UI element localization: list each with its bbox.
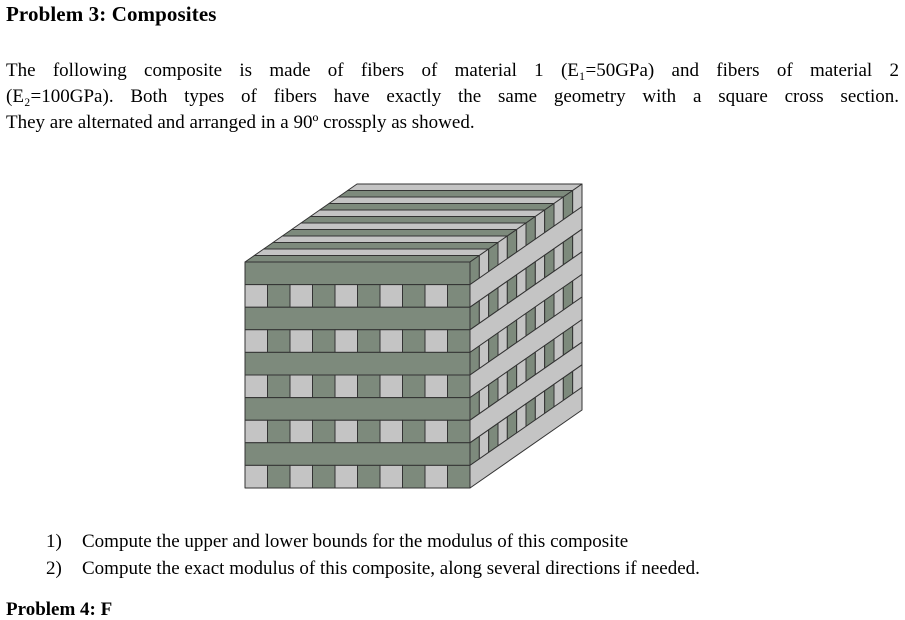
question-text: Compute the exact modulus of this composite, along several directions if needed. <box>82 558 700 579</box>
front-fiber-layer <box>245 262 470 285</box>
front-fiber-end <box>290 420 313 443</box>
front-fiber-end <box>448 465 471 488</box>
question-number: 1) <box>46 531 62 552</box>
front-fiber-end <box>268 285 291 308</box>
front-fiber-end <box>245 420 268 443</box>
next-problem-heading-text: Problem 4: F <box>6 599 113 620</box>
crossply-composite-figure <box>240 180 585 492</box>
front-fiber-end <box>403 375 426 398</box>
front-fiber-end <box>448 420 471 443</box>
front-fiber-end <box>358 465 381 488</box>
front-fiber-layer <box>245 398 470 421</box>
front-fiber-end <box>448 330 471 353</box>
front-fiber-end <box>358 420 381 443</box>
top-fiber-stripe <box>292 223 526 230</box>
front-fiber-end <box>313 285 336 308</box>
front-fiber-end <box>290 285 313 308</box>
front-fiber-layer <box>245 307 470 330</box>
front-fiber-end <box>403 465 426 488</box>
front-fiber-end <box>245 465 268 488</box>
statement-line-2: (E₂=100GPa). Both types of fibers have exactly the same geometry with a square cross section. <box>6 86 899 107</box>
top-fiber-stripe <box>264 243 498 250</box>
top-fiber-stripe <box>338 191 572 198</box>
top-fiber-stripe <box>273 236 507 243</box>
front-fiber-end <box>313 375 336 398</box>
top-fiber-stripe <box>254 249 488 256</box>
front-fiber-end <box>380 465 403 488</box>
problem-statement <box>6 58 899 136</box>
front-fiber-end <box>245 330 268 353</box>
front-fiber-end <box>335 285 358 308</box>
front-fiber-end <box>425 465 448 488</box>
top-fiber-stripe <box>301 217 535 224</box>
front-fiber-end <box>403 420 426 443</box>
crossply-cube <box>245 184 582 488</box>
front-fiber-end <box>290 330 313 353</box>
front-fiber-end <box>335 375 358 398</box>
top-fiber-stripe <box>329 197 563 204</box>
front-fiber-end <box>448 285 471 308</box>
top-fiber-stripe <box>320 204 554 211</box>
top-fiber-stripe <box>348 184 582 191</box>
top-fiber-stripe <box>282 230 516 237</box>
front-fiber-end <box>448 375 471 398</box>
front-fiber-end <box>335 420 358 443</box>
problem-heading: Problem 3: Composites <box>6 2 217 26</box>
front-fiber-end <box>268 330 291 353</box>
front-fiber-end <box>290 465 313 488</box>
front-fiber-end <box>335 330 358 353</box>
front-fiber-end <box>380 420 403 443</box>
front-fiber-end <box>245 375 268 398</box>
next-problem-heading-partial <box>6 599 113 620</box>
front-fiber-end <box>380 285 403 308</box>
front-fiber-end <box>425 420 448 443</box>
statement-line-3: They are alternated and arranged in a 90º crossply as showed. <box>6 112 475 133</box>
top-fiber-stripe <box>245 256 479 263</box>
front-fiber-end <box>313 330 336 353</box>
front-fiber-end <box>358 330 381 353</box>
question-number: 2) <box>46 558 62 579</box>
front-fiber-end <box>313 465 336 488</box>
front-fiber-end <box>245 285 268 308</box>
front-fiber-layer <box>245 443 470 466</box>
front-fiber-end <box>268 465 291 488</box>
front-fiber-end <box>268 420 291 443</box>
front-fiber-end <box>403 285 426 308</box>
front-fiber-end <box>380 330 403 353</box>
question-text: Compute the upper and lower bounds for the modulus of this composite <box>82 531 629 552</box>
front-fiber-end <box>403 330 426 353</box>
front-fiber-end <box>380 375 403 398</box>
front-fiber-end <box>358 375 381 398</box>
top-fiber-stripe <box>310 210 544 217</box>
question-item <box>46 555 700 582</box>
front-fiber-end <box>425 285 448 308</box>
front-fiber-layer <box>245 352 470 375</box>
front-fiber-end <box>425 330 448 353</box>
question-list <box>46 528 700 582</box>
front-fiber-end <box>268 375 291 398</box>
front-fiber-end <box>425 375 448 398</box>
front-fiber-end <box>335 465 358 488</box>
statement-line-1: The following composite is made of fibers of material 1 (E₁=50GPa) and fibers of material 2 <box>6 60 899 81</box>
front-fiber-end <box>290 375 313 398</box>
question-item <box>46 528 700 555</box>
front-fiber-end <box>313 420 336 443</box>
front-fiber-end <box>358 285 381 308</box>
